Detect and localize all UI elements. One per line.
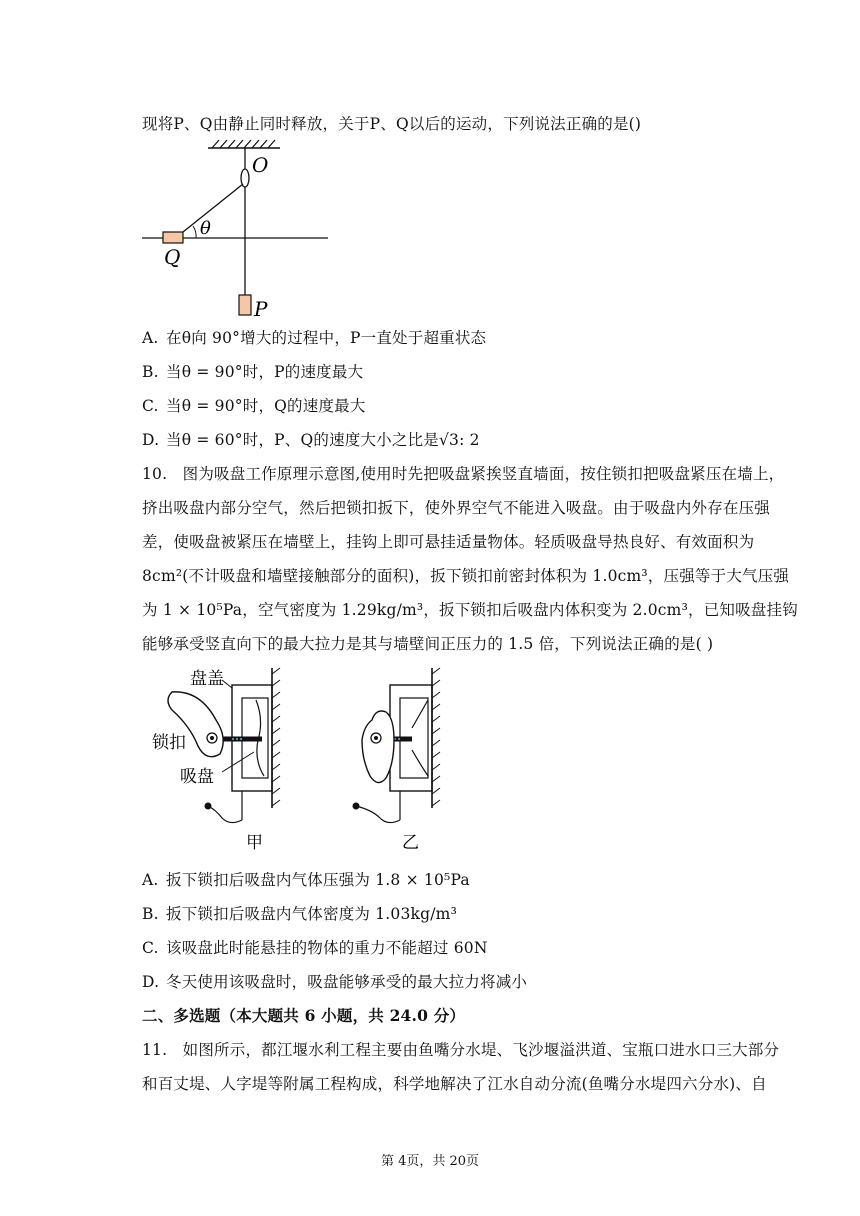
q10-option-d: D. 冬天使用该吸盘时，吸盘能够承受的最大拉力将减小 [142,973,528,991]
q10-line-3: 差，使吸盘被紧压在墙壁上，挂钩上即可悬挂适量物体。轻质吸盘导热良好、有效面积为 [142,533,755,551]
q10-line-4: 8cm²(不计吸盘和墙壁接触部分的面积)，扳下锁扣前密封体积为 1.0cm³，压强等于大气压强 [142,567,790,585]
label-jia: 甲 [246,833,263,853]
q9-pulley-figure [140,138,340,321]
label-P: P [254,297,268,321]
p-block [239,295,251,315]
label-theta: θ [200,218,211,239]
label-cover: 盘盖 [190,669,224,689]
q10-number: 10. [142,465,168,483]
label-cup: 吸盘 [180,767,214,787]
q9-option-d: D. 当θ = 60°时，P、Q的速度大小之比是√3: 2 [142,431,480,449]
label-Q: Q [164,245,181,269]
q9-option-c: C. 当θ = 90°时，Q的速度最大 [142,397,366,415]
q9-option-a: A. 在θ向 90°增大的过程中，P一直处于超重状态 [142,329,487,347]
q10-line-6: 能够承受竖直向下的最大拉力是其与墙壁间正压力的 1.5 倍，下列说法正确的是( ) [142,635,714,653]
label-yi: 乙 [402,833,419,853]
section-heading: 二、多选题（本大题共 6 小题，共 24.0 分） [142,1006,466,1025]
q11-line-2: 和百丈堤、人字堤等附属工程构成，科学地解决了江水自动分流(鱼嘴分水堤四六分水)、自 [142,1075,767,1093]
q9-option-b: B. 当θ = 90°时，P的速度最大 [142,363,364,381]
q10-line-5: 为 1 × 10⁵Pa，空气密度为 1.29kg/m³，扳下锁扣后吸盘内体积变为 2.0cm³，已知吸盘挂钩 [142,601,798,619]
label-lock: 锁扣 [152,733,186,753]
q10-option-a: A. 扳下锁扣后吸盘内气体压强为 1.8 × 10⁵Pa [142,871,470,889]
q10-line-2: 挤出吸盘内部分空气，然后把锁扣扳下，使外界空气不能进入吸盘。由于吸盘内外存在压强 [142,499,771,517]
q9-stem: 现将P、Q由静止同时释放，关于P、Q以后的运动，下列说法正确的是() [142,115,642,133]
q10-option-b: B. 扳下锁扣后吸盘内气体密度为 1.03kg/m³ [142,905,457,923]
q10-option-c: C. 该吸盘此时能悬挂的物体的重力不能超过 60N [142,939,488,957]
q10-suction-cup-figure [150,660,450,860]
page-footer: 第 4页，共 20页 [380,1154,480,1169]
q11-line-1: 11. 如图所示，都江堰水利工程主要由鱼嘴分水堤、飞沙堰溢洪道、宝瓶口进水口三大部分 [142,1041,780,1059]
q11-number: 11. [142,1041,168,1059]
label-O: O [252,153,269,177]
q-block [163,232,183,243]
q10-line-1: 10. 图为吸盘工作原理示意图,使用时先把吸盘紧挨竖直墙面，按住锁扣把吸盘紧压在墙上， [142,465,785,483]
